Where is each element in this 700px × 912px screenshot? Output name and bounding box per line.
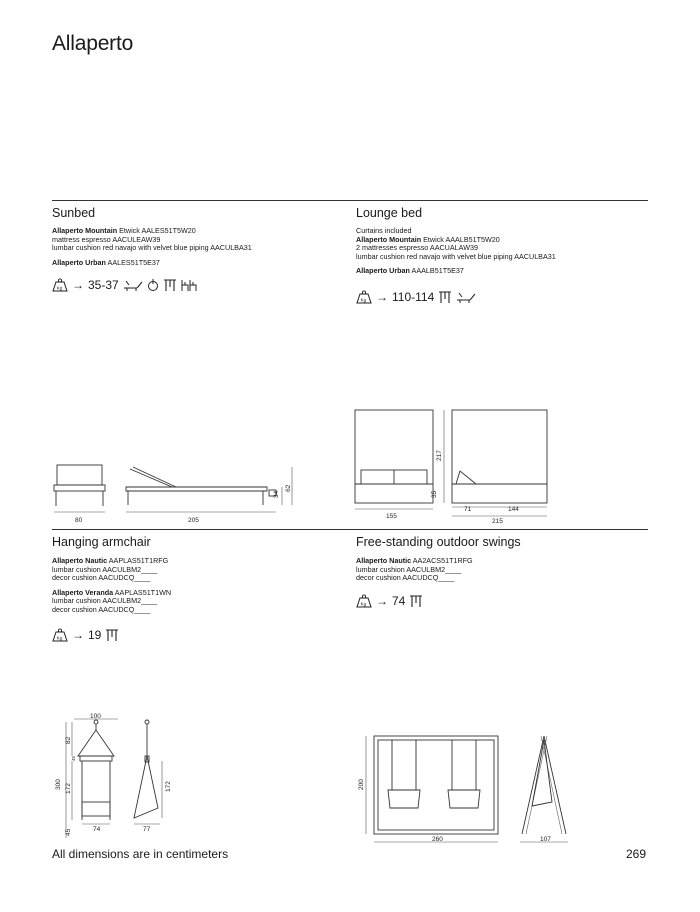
lounge-front-frame [355, 410, 433, 503]
dim-label: 144 [508, 506, 519, 513]
desc-line: mattress espresso AACULEAW39 [52, 234, 161, 244]
section-title-sunbed: Sunbed [52, 206, 96, 220]
weight-kg-icon [52, 278, 68, 292]
arrow-right-icon: → [72, 278, 84, 292]
desc-line: lumbar cushion AACULBM2____ [52, 564, 158, 574]
sunbed-side-base [126, 487, 267, 491]
lounge-bed-weight-value: 110-114 [392, 290, 435, 304]
section-title-lounge-bed: Lounge bed [356, 206, 423, 220]
page-title: Allaperto [52, 32, 134, 55]
dim-label: 100 [90, 713, 101, 720]
arrow-right-icon: → [376, 594, 388, 608]
swings-drawing [352, 728, 582, 848]
dim-label: 71 [464, 506, 472, 513]
sunbed-icon [123, 279, 143, 291]
sunbed-weight-value: 35-37 [88, 278, 119, 292]
dim-label: 74 [93, 826, 101, 833]
table-icon [438, 290, 452, 304]
lounge-bed-drawing [350, 405, 560, 525]
dim-label: 35 [431, 490, 438, 498]
dim-label: 217 [436, 450, 443, 461]
sunbed-front-base [54, 485, 105, 491]
dim-label: 205 [188, 517, 199, 524]
desc-line: Curtains included [356, 226, 412, 235]
desc-line: lumbar cushion red navajo with velvet blue piping AACULBA31 [52, 243, 252, 253]
hanging-armchair-drawing [52, 710, 182, 840]
desc-line: Allaperto Mountain Etwick AAALB51T5W20 [356, 234, 500, 244]
table-icon [105, 628, 119, 642]
weight-kg-icon [52, 628, 68, 642]
armchair-hanger [78, 730, 114, 756]
section-title-swings: Free-standing outdoor swings [356, 535, 521, 549]
sunbed-side-backrest [130, 469, 172, 487]
desc-line: Allaperto Nautic AA2ACS51T1RFG [356, 556, 473, 565]
dim-label: 172 [65, 783, 72, 794]
desc-line: Allaperto Urban AALES51T5E37 [52, 257, 160, 267]
desc-line: Allaperto Nautic AAPLAS51T1RFG [52, 556, 169, 565]
desc-line: Allaperto Mountain Etwick AALES51T5W20 [52, 226, 196, 235]
lounge-bed-spec-row [356, 290, 476, 304]
hanging-armchair-description [52, 557, 171, 615]
desc-line: lumbar cushion AACULBM2____ [52, 596, 158, 606]
dim-label: 62 [285, 484, 292, 492]
dim-label: 107 [540, 836, 551, 843]
weight-kg-icon [356, 290, 372, 304]
dim-label: 260 [432, 836, 443, 843]
section-title-hanging-armchair: Hanging armchair [52, 535, 151, 549]
section-divider-top [52, 200, 648, 201]
lounge-bed-description [356, 227, 556, 276]
weight-kg-icon [356, 594, 372, 608]
desc-line: decor cushion AACUDCQ____ [52, 573, 151, 583]
svg-text:Kg: Kg [56, 285, 63, 291]
desc-line: lumbar cushion red navajo with velvet blue piping AACULBA31 [356, 251, 556, 261]
hanging-armchair-weight-value: 19 [88, 628, 102, 642]
svg-text:Kg: Kg [360, 601, 367, 607]
sunbed-spec-row [52, 278, 197, 292]
dim-label: 34 [273, 490, 280, 498]
swing-frame-front [374, 736, 498, 834]
sunbed-front-backrest [57, 465, 102, 485]
chair-icon [181, 278, 197, 292]
lounge-side-frame [452, 410, 547, 503]
dim-label: 200 [358, 779, 365, 790]
armchair-seat [82, 802, 110, 816]
desc-line: decor cushion AACUDCQ____ [52, 604, 151, 614]
svg-text:Kg: Kg [360, 297, 367, 303]
dim-label: 155 [386, 513, 397, 520]
dim-label: 300 [55, 779, 62, 790]
desc-line: lumbar cushion AACULBM2____ [356, 564, 462, 574]
footer-note: All dimensions are in centimeters [52, 847, 229, 861]
sunbed-icon [456, 291, 476, 303]
desc-line: Allaperto Urban AAALB51T5E37 [356, 266, 464, 276]
hanging-armchair-spec-row [52, 628, 119, 642]
arrow-right-icon: → [72, 628, 84, 642]
swing-seat-left [388, 790, 420, 808]
swings-description [356, 557, 473, 583]
armchair-side-frame [134, 756, 158, 818]
table-icon [409, 594, 423, 608]
glass-icon [147, 278, 159, 292]
dim-label: 45 [65, 828, 72, 836]
swings-spec-row [356, 594, 423, 608]
arrow-right-icon: → [376, 290, 388, 304]
dim-label: 80 [75, 517, 83, 524]
dim-label: 77 [143, 826, 151, 833]
page-number: 269 [626, 847, 647, 861]
sunbed-description [52, 227, 252, 267]
desc-line: decor cushion AACUDCQ____ [356, 573, 455, 583]
table-icon [163, 278, 177, 292]
dim-label: 82 [65, 736, 72, 744]
sunbed-drawing [52, 460, 302, 530]
dim-label: 45 [71, 755, 76, 761]
swing-seat-right [448, 790, 480, 808]
swings-weight-value: 74 [392, 594, 406, 608]
desc-line: 2 mattresses espresso AACUALAW39 [356, 243, 478, 253]
dim-label: 215 [492, 518, 503, 525]
dim-label: 172 [165, 781, 172, 792]
desc-line: Allaperto Veranda AAPLAS51T1WN [52, 587, 172, 597]
svg-text:Kg: Kg [56, 635, 63, 641]
